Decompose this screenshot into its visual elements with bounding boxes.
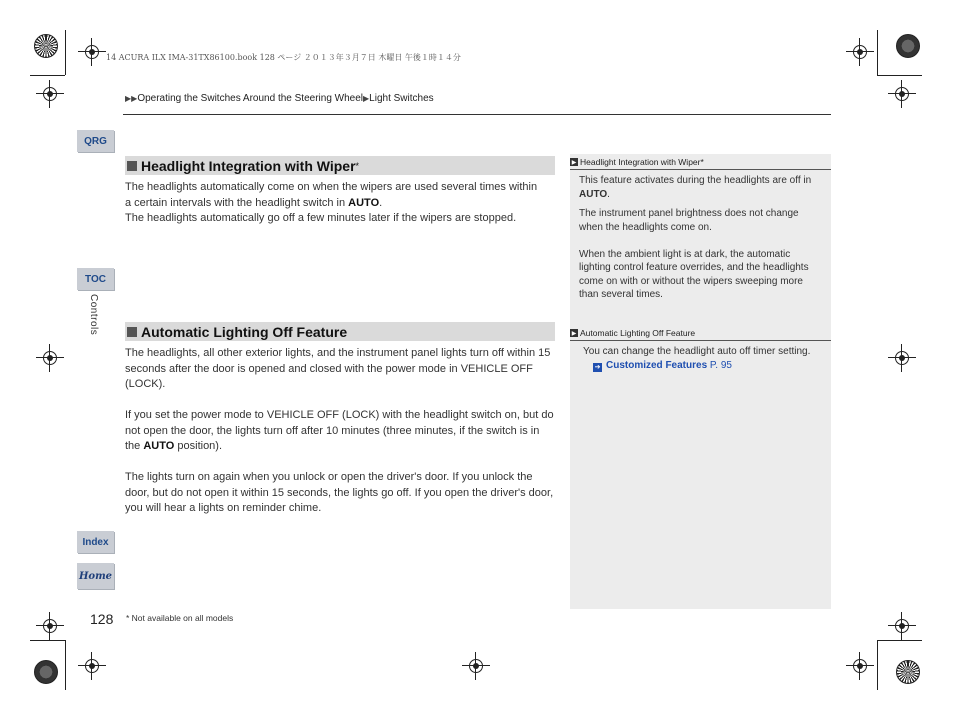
crop-line — [877, 75, 922, 76]
print-header-meta: 14 ACURA ILX IMA-31TX86100.book 128 ページ ２０１３年３月７日 木曜日 午後１時１４分 — [106, 53, 461, 62]
crop-line — [30, 640, 65, 641]
crop-line — [877, 640, 922, 641]
crop-line — [877, 640, 878, 690]
breadcrumb-item-light-switches[interactable]: Light Switches — [369, 93, 434, 104]
note-heading-auto-lighting-off — [570, 328, 831, 341]
crop-crosshair-icon — [40, 616, 60, 636]
breadcrumb-link-operating-switches[interactable]: Operating the Switches Around the Steering Wheel — [137, 93, 364, 104]
note-title: Automatic Lighting Off Feature — [580, 328, 696, 338]
asterisk-marker: * — [700, 157, 704, 167]
paragraph-text — [125, 180, 557, 227]
text-line: The headlights automatically come on when the wipers are used several times within — [125, 181, 538, 193]
chapter-label: Controls — [88, 294, 99, 336]
crop-crosshair-icon — [892, 84, 912, 104]
note-paragraph: The instrument panel brightness does not change when the headlights come on. — [579, 208, 799, 233]
note-body-auto-lighting-off — [583, 345, 825, 372]
paragraph-text: The lights turn on again when you unlock or open the driver's door. If you unlock the door, but do not open it within 15 seconds, the lights go off. If you open the driver's door, you will hear a lights on reminder chime. — [125, 471, 554, 514]
auto-keyword: AUTO — [143, 440, 175, 452]
home-label: Home — [78, 570, 113, 582]
registration-mark-icon — [34, 660, 58, 684]
heading-square-icon — [127, 327, 137, 337]
index-button[interactable]: Index — [77, 531, 114, 553]
page-number: 128 — [90, 611, 114, 627]
crop-crosshair-icon — [82, 42, 102, 62]
footnote: * Not available on all models — [126, 613, 234, 623]
auto-keyword: AUTO — [348, 196, 380, 209]
customized-features-link[interactable] — [583, 359, 825, 373]
toc-button[interactable]: TOC — [77, 268, 114, 290]
qrg-button[interactable]: QRG — [77, 130, 114, 152]
note-paragraph: You can change the headlight auto off timer setting. — [583, 346, 811, 357]
section-heading-headlight-wiper — [125, 156, 555, 175]
text-run: position). — [174, 440, 223, 452]
section-body-headlight-wiper — [125, 180, 557, 227]
link-label[interactable]: Customized Features — [606, 359, 708, 371]
section-heading-auto-lighting-off — [125, 322, 555, 341]
home-button[interactable] — [77, 563, 114, 589]
crop-crosshair-icon — [850, 42, 870, 62]
crop-crosshair-icon — [82, 656, 102, 676]
note-title: Headlight Integration with Wiper — [580, 157, 701, 167]
header-divider — [123, 114, 831, 115]
text-line: The headlights automatically go off a few minutes later if the wipers are stopped. — [125, 212, 517, 224]
crop-crosshair-icon — [850, 656, 870, 676]
paragraph-text — [125, 408, 557, 455]
crop-line — [65, 30, 66, 75]
crop-crosshair-icon — [40, 84, 60, 104]
section-title: Automatic Lighting Off Feature — [141, 323, 348, 340]
registration-mark-icon — [896, 34, 920, 58]
section-title: Headlight Integration with Wiper — [141, 157, 356, 174]
crop-line — [877, 30, 878, 75]
crop-line — [65, 640, 66, 690]
heading-square-icon — [127, 161, 137, 171]
crop-crosshair-icon — [892, 348, 912, 368]
paragraph-text: The headlights, all other exterior lights, and the instrument panel lights turn off within 15 seconds after the door is opened and closed with the power mode in VEHICLE OFF (LOCK). — [125, 347, 551, 390]
breadcrumb — [125, 93, 434, 104]
registration-mark-icon — [34, 34, 58, 58]
text-run: If you set the power mode to VEHICLE OFF (LOCK) with the headlight switch on, but do not open the door, the lights turn off after 10 minutes (three minutes, if the switch is in the — [125, 409, 554, 452]
asterisk-marker: * — [355, 160, 360, 171]
text-run: This feature activates during the headlights are off in — [579, 175, 812, 186]
section-body-auto-lighting-off — [125, 346, 557, 517]
note-paragraph: When the ambient light is at dark, the automatic lighting control feature overrides, and the headlights come on with or without the wipers sweeping more than several times. — [579, 248, 809, 300]
note-arrow-icon: ▶ — [571, 330, 577, 337]
registration-mark-icon — [896, 660, 920, 684]
link-arrow-icon: ➔ — [594, 363, 601, 371]
note-arrow-icon: ▶ — [571, 159, 577, 166]
crop-line — [30, 75, 65, 76]
text-run: . — [607, 188, 610, 200]
crop-crosshair-icon — [466, 656, 486, 676]
text-line: a certain intervals with the headlight switch in — [125, 196, 349, 209]
breadcrumb-arrow-icon: ▶ — [363, 94, 370, 103]
auto-keyword: AUTO — [579, 188, 608, 200]
note-body-headlight-wiper — [579, 174, 824, 302]
text-punct: . — [379, 196, 383, 209]
note-paragraph — [579, 174, 824, 201]
link-page-ref[interactable]: P. 95 — [709, 359, 732, 371]
breadcrumb-arrow-icon: ▶▶ — [125, 94, 138, 103]
crop-crosshair-icon — [40, 348, 60, 368]
crop-crosshair-icon — [892, 616, 912, 636]
note-heading-headlight-wiper — [570, 157, 831, 170]
